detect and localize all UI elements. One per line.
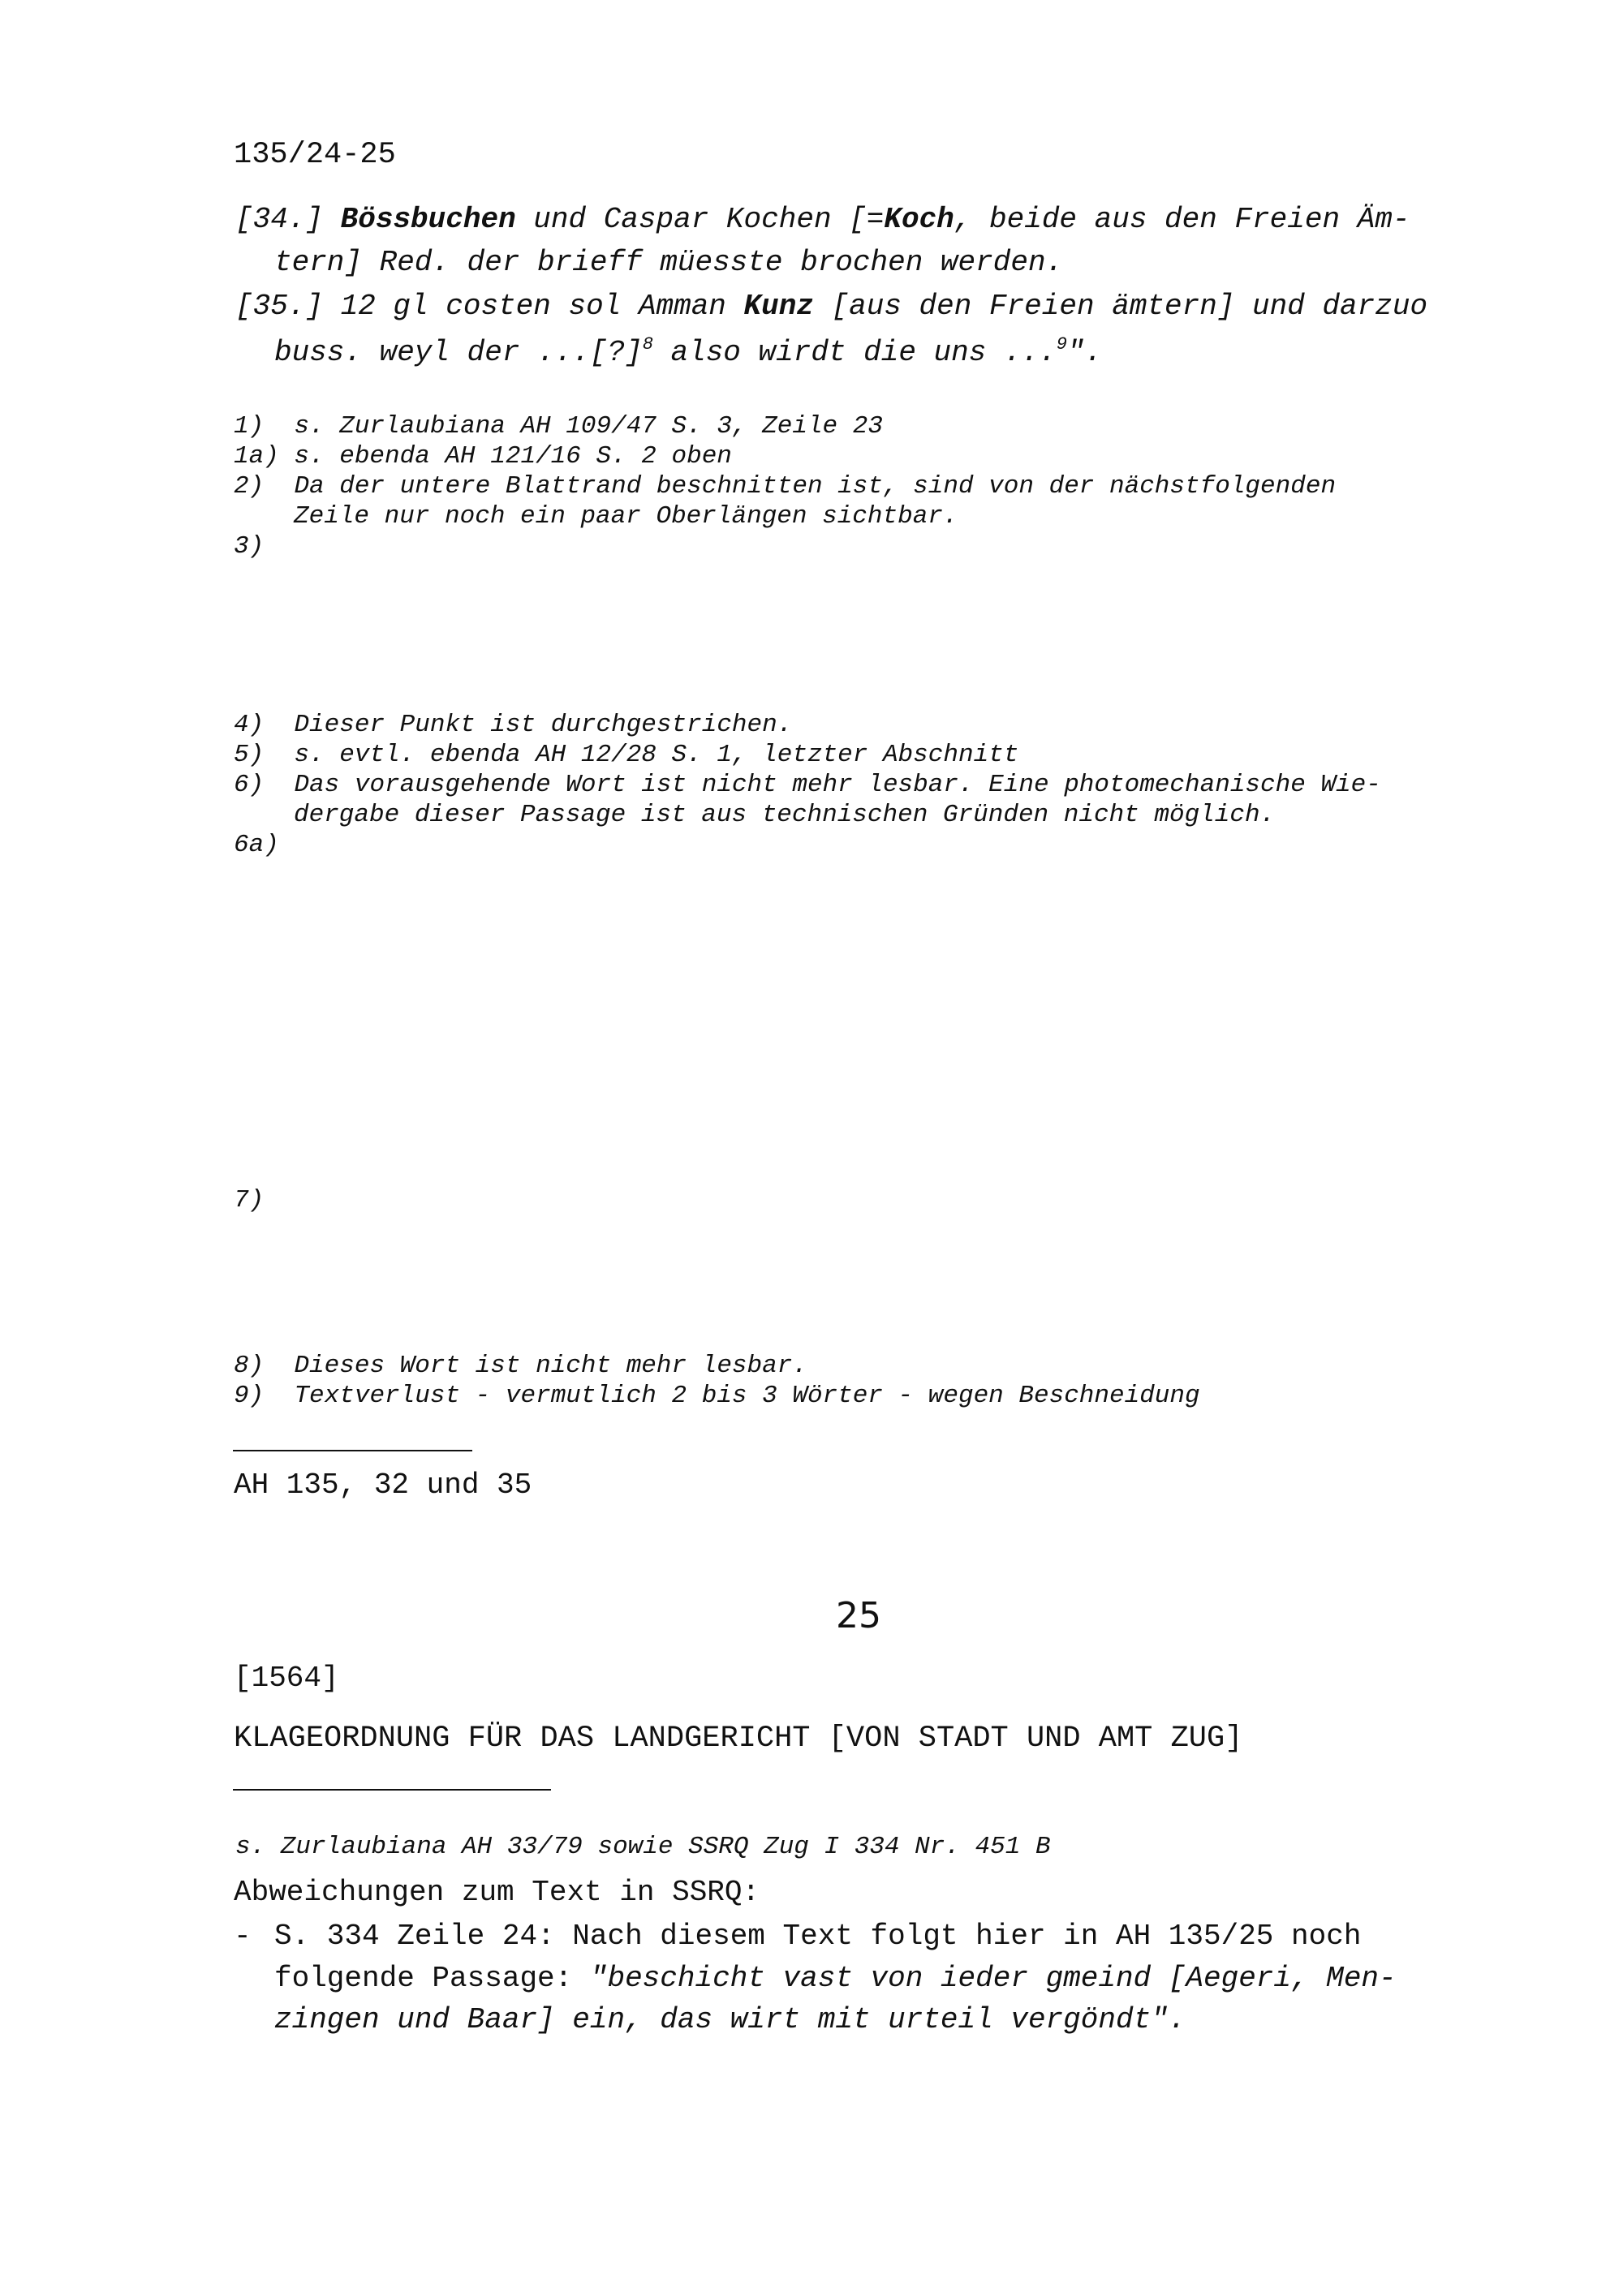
footnote-number: 1) (234, 412, 265, 441)
entry-35-name-kunz: Kunz (743, 290, 814, 323)
deviation-item-line-3: zingen und Baar] ein, das wirt mit urteil vergöndt". (274, 2003, 1186, 2036)
footnote-9 (234, 1382, 1200, 1410)
deviation-item-line-1: S. 334 Zeile 24: Nach diesem Text folgt hier in AH 135/25 noch (274, 1920, 1362, 1953)
footnote-text: Dieser Punkt ist durchgestrichen. (294, 711, 793, 739)
entry-35-line-1 (235, 290, 1427, 323)
deviations-heading: Abweichungen zum Text in SSRQ: (234, 1876, 760, 1909)
footnote-4 (234, 711, 792, 739)
section-number: 25 (836, 1595, 881, 1636)
entry-34-name-bossbuchen: Bössbuchen (340, 203, 516, 236)
footnote-text: s. Zurlaubiana AH 109/47 S. 3, Zeile 23 (294, 412, 883, 441)
deviation-item-plain-text: folgende Passage: (274, 1962, 590, 1995)
entry-35-line-2-end: ". (1066, 336, 1103, 369)
footnote-number: 1a) (234, 442, 279, 471)
entry-34-line-1 (235, 203, 1410, 236)
section-source-reference: s. Zurlaubiana AH 33/79 sowie SSRQ Zug I 334 Nr. 451 B (235, 1833, 1051, 1861)
entry-34-mid-text: und Caspar Kochen [= (515, 203, 885, 236)
footnote-5 (234, 741, 1018, 769)
entry-34-rest-text: , beide aus den Freien Äm- (954, 203, 1410, 236)
footnote-number: 5) (234, 741, 265, 769)
footnote-number: 9) (234, 1382, 265, 1410)
entry-35-line-2 (274, 336, 1102, 369)
entry-34-line-2: tern] Red. der brieff müesste brochen werden. (274, 246, 1064, 279)
entry-34-number: [34.] (235, 203, 324, 236)
footnote-text: Das vorausgehende Wort ist nicht mehr lesbar. Eine photomechanische Wie- (294, 771, 1381, 799)
footnote-ref-9: 9 (1056, 334, 1067, 355)
footnote-2-continuation: Zeile nur noch ein paar Oberlängen sichtbar. (294, 502, 958, 531)
entry-35-line-2-start: buss. weyl der ...[?] (274, 336, 643, 369)
section-date: [1564] (234, 1662, 339, 1695)
footnote-1 (234, 412, 883, 441)
separator-rule (233, 1789, 551, 1791)
footnote-number: 2) (234, 472, 265, 501)
footnote-text: Textverlust - vermutlich 2 bis 3 Wörter - wegen Beschneidung (294, 1382, 1200, 1410)
footnote-3: 3) (234, 532, 265, 561)
footnote-text: s. ebenda AH 121/16 S. 2 oben (294, 442, 732, 471)
footnote-1a (234, 442, 732, 471)
footnote-number: 4) (234, 711, 265, 739)
footnote-text: s. evtl. ebenda AH 12/28 S. 1, letzter Abschnitt (294, 741, 1019, 769)
footnote-7: 7) (234, 1186, 265, 1215)
footnote-ref-8: 8 (642, 334, 653, 355)
entry-34-name-koch: Koch (884, 203, 954, 236)
footnote-text: Da der untere Blattrand beschnitten ist, sind von der nächstfolgenden (294, 472, 1337, 501)
footnote-number: 6) (234, 771, 265, 799)
bullet-dash: - (234, 1920, 252, 1953)
footnote-text: Dieses Wort ist nicht mehr lesbar. (294, 1352, 807, 1380)
source-reference: AH 135, 32 und 35 (234, 1468, 532, 1502)
footnote-6a: 6a) (234, 831, 279, 859)
footnote-number: 8) (234, 1352, 265, 1380)
footnote-6 (234, 771, 1381, 799)
deviation-item-quoted-text: "beschicht vast von ieder gmeind [Aegeri, Men- (589, 1962, 1397, 1995)
footnote-2 (234, 472, 1336, 501)
footnote-8 (234, 1352, 807, 1380)
entry-35-rest-text: [aus den Freien ämtern] und darzuo (813, 290, 1428, 323)
entry-35-line-2-middle: also wirdt die uns ... (652, 336, 1057, 369)
page-reference: 135/24-25 (234, 138, 396, 172)
footnote-6-continuation: dergabe dieser Passage ist aus technischen Gründen nicht möglich. (294, 801, 1276, 829)
deviation-item-line-2 (274, 1962, 1397, 1995)
separator-rule (233, 1450, 472, 1451)
entry-35-prefix: [35.] 12 gl costen sol Amman (235, 290, 744, 323)
section-title: KLAGEORDNUNG FÜR DAS LANDGERICHT [VON STADT UND AMT ZUG] (234, 1722, 1243, 1756)
